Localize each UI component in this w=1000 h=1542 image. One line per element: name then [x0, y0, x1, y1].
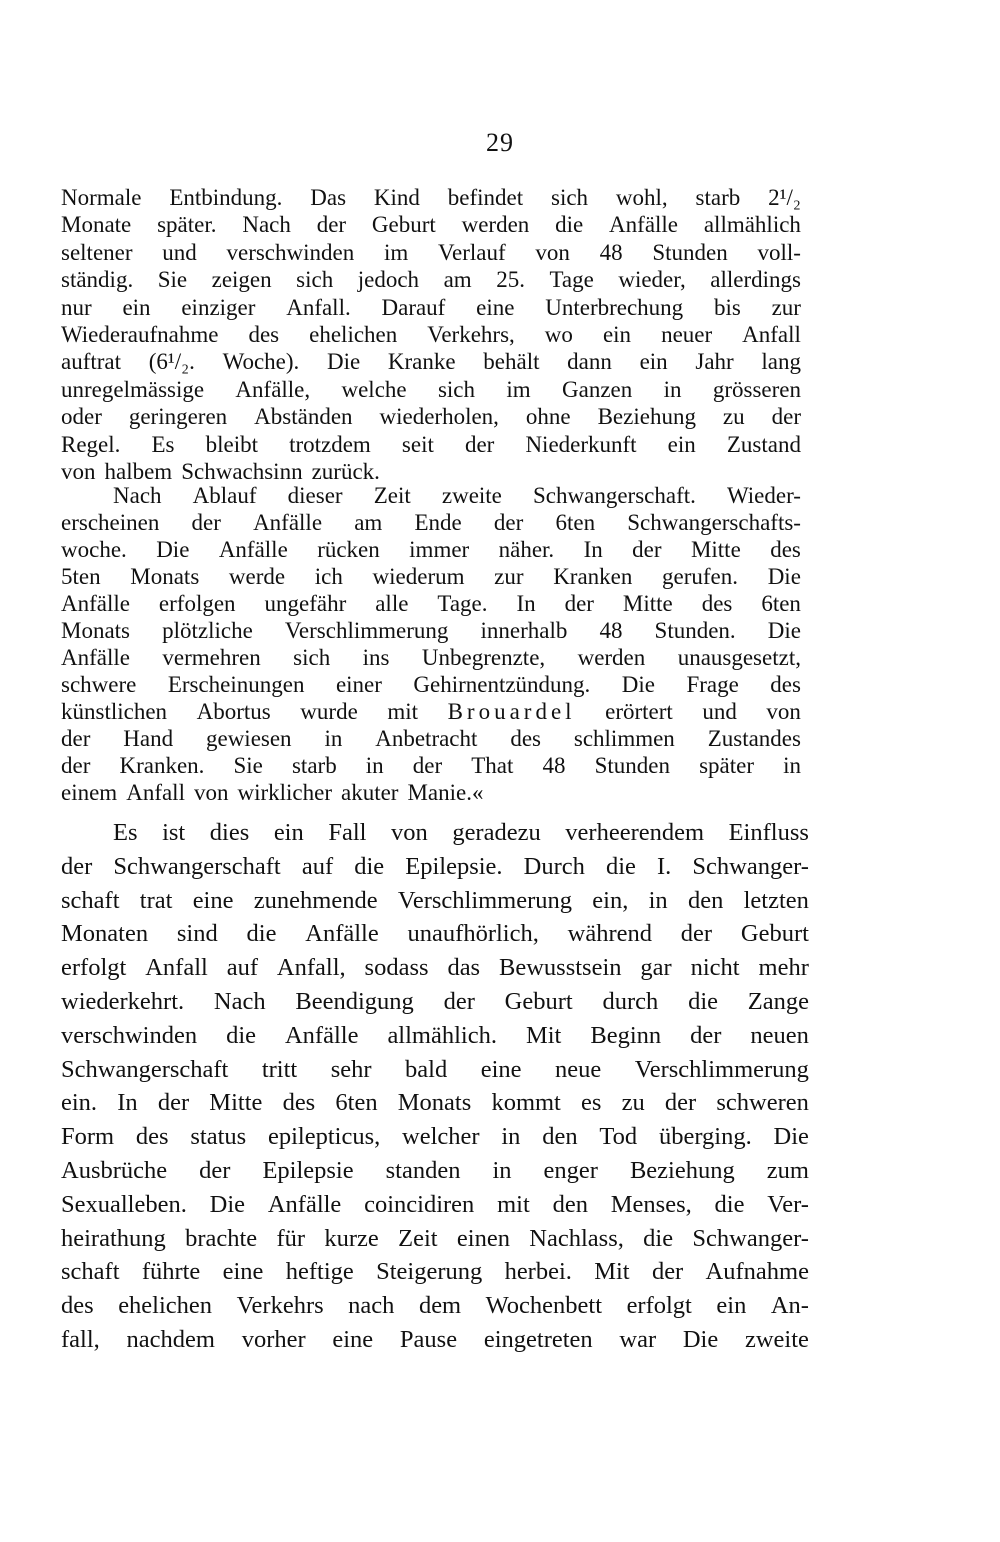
text-line: nur ein einziger Anfall. Darauf eine Unterbrechung bis zur	[61, 294, 801, 320]
text-line: erscheinen der Anfälle am Ende der 6ten Schwangerschafts-	[61, 510, 801, 535]
text-line: Nach Ablauf dieser Zeit zweite Schwangerschaft. Wieder-	[113, 483, 801, 508]
text-line: Anfälle erfolgen ungefähr alle Tage. In der Mitte des 6ten	[61, 591, 801, 616]
text-line: der Schwangerschaft auf die Epilepsie. Durch die I. Schwanger-	[61, 852, 809, 880]
page-number: 29	[486, 128, 514, 157]
text-line: auftrat (6¹/₂. Woche). Die Kranke behält dann ein Jahr lang	[61, 349, 801, 375]
text-line: Sexualleben. Die Anfälle coincidiren mit den Menses, die Ver-	[61, 1190, 809, 1218]
text-line: Monaten sind die Anfälle unaufhörlich, während der Geburt	[61, 920, 809, 948]
text-line: unregelmässige Anfälle, welche sich im Ganzen in grösseren	[61, 376, 801, 402]
text-line: der Kranken. Sie starb in der That 48 Stunden später in	[61, 753, 801, 778]
text-line: woche. Die Anfälle rücken immer näher. In der Mitte des	[61, 537, 801, 562]
text-line: verschwinden die Anfälle allmählich. Mit Beginn der neuen	[61, 1021, 809, 1049]
text-line: fall, nachdem vorher eine Pause eingetreten war Die zweite	[61, 1326, 809, 1353]
text-line: Ausbrüche der Epilepsie standen in enger Beziehung zum	[61, 1157, 809, 1184]
text-line: Monate später. Nach der Geburt werden die Anfälle allmählich	[61, 212, 801, 238]
text-line: des ehelichen Verkehrs nach dem Wochenbett erfolgt ein An-	[61, 1292, 809, 1320]
text-line: seltener und verschwinden im Verlauf von 48 Stunden voll-	[61, 239, 801, 265]
text-line: wiederkehrt. Nach Beendigung der Geburt durch die Zange	[61, 988, 809, 1015]
text-line: Monats plötzliche Verschlimmerung innerhalb 48 Stunden. Die	[61, 618, 801, 643]
text-line: schaft führte eine heftige Steigerung herbei. Mit der Aufnahme	[61, 1258, 809, 1286]
text-line: ständig. Sie zeigen sich jedoch am 25. Tage wieder, allerdings	[61, 267, 801, 293]
text-line: Regel. Es bleibt trotzdem seit der Niederkunft ein Zustand	[61, 431, 801, 457]
text-line: Schwangerschaft tritt sehr bald eine neue Verschlimmerung	[61, 1055, 809, 1083]
text-line: künstlichen Abortus wurde mit Brouardel erörtert und von	[61, 699, 801, 724]
text-line: erfolgt Anfall auf Anfall, sodass das Bewusstsein gar nicht mehr	[61, 954, 809, 982]
text-line: 5ten Monats werde ich wiederum zur Kranken gerufen. Die	[61, 564, 801, 589]
text-line: einem Anfall von wirklicher akuter Manie.«	[61, 780, 484, 805]
text-line: der Hand gewiesen in Anbetracht des schlimmen Zustandes	[61, 726, 801, 751]
text-line: oder geringeren Abständen wiederholen, ohne Beziehung zu der	[61, 404, 801, 430]
text-line: schwere Erscheinungen einer Gehirnentzündung. Die Frage des	[61, 672, 801, 697]
text-line: heirathung brachte für kurze Zeit einen Nachlass, die Schwanger-	[61, 1224, 809, 1252]
text-line: Normale Entbindung. Das Kind befindet sich wohl, starb 2¹/₂	[61, 185, 801, 210]
text-line: Form des status epilepticus, welcher in den Tod überging. Die	[61, 1123, 809, 1151]
text-line: von halbem Schwachsinn zurück.	[61, 459, 380, 484]
text-line: ein. In der Mitte des 6ten Monats kommt es zu der schweren	[61, 1089, 809, 1117]
text-line: Wiederaufnahme des ehelichen Verkehrs, wo ein neuer Anfall	[61, 322, 801, 347]
text-line: Anfälle vermehren sich ins Unbegrenzte, werden unausgesetzt,	[61, 645, 801, 670]
text-line: Es ist dies ein Fall von geradezu verheerendem Einfluss	[113, 819, 809, 846]
text-line: schaft trat eine zunehmende Verschlimmerung ein, in den letzten	[61, 886, 809, 914]
